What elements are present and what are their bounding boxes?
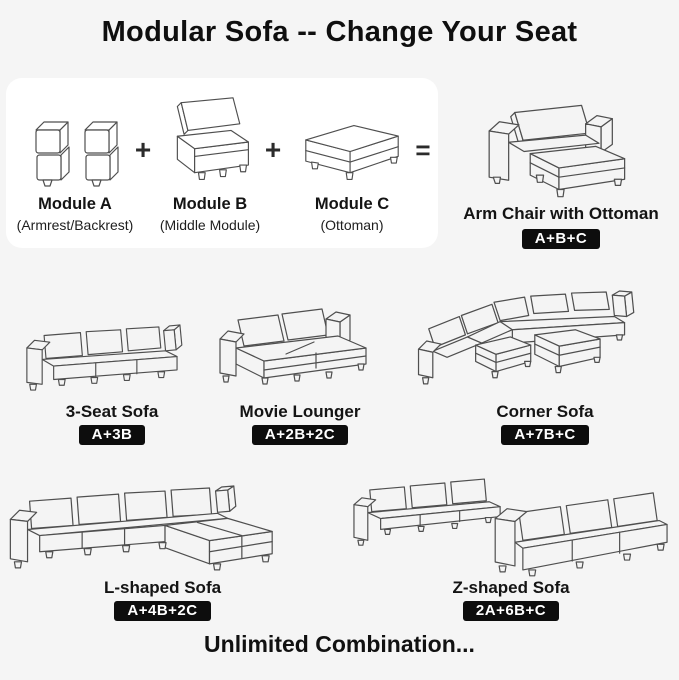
l-shaped-sofa-drawing bbox=[5, 470, 320, 578]
l-shaped-sofa-icon bbox=[7, 485, 319, 578]
page-title: Modular Sofa -- Change Your Seat bbox=[101, 16, 578, 48]
l-shaped-sofa-label: L-shaped Sofa bbox=[103, 578, 222, 597]
module-c-drawing bbox=[296, 78, 408, 190]
three-seat-sofa-icon bbox=[24, 323, 200, 392]
footer-tagline: Unlimited Combination... bbox=[204, 631, 475, 657]
z-shaped-sofa-label: Z-shaped Sofa bbox=[452, 578, 570, 597]
arm-chair-badge: A+B+C bbox=[522, 229, 601, 249]
movie-lounger-drawing bbox=[205, 298, 395, 392]
modules-formula-panel bbox=[6, 78, 438, 248]
arm-chair-with-ottoman-icon bbox=[483, 99, 639, 202]
corner-sofa-label: Corner Sofa bbox=[496, 402, 594, 421]
module-b-name: Module B bbox=[172, 195, 248, 213]
module-c-name: Module C bbox=[314, 195, 390, 213]
module-c-subtitle: (Ottoman) bbox=[320, 217, 384, 233]
module-a-subtitle: (Armrest/Backrest) bbox=[16, 217, 134, 233]
module-b-subtitle: (Middle Module) bbox=[159, 217, 261, 233]
movie-lounger-badge: A+2B+2C bbox=[252, 425, 348, 445]
module-b-column bbox=[154, 78, 266, 248]
plus-sign: + bbox=[134, 134, 152, 165]
corner-sofa-icon bbox=[416, 290, 674, 392]
module-b-drawing bbox=[154, 78, 266, 190]
three-seat-sofa-label: 3-Seat Sofa bbox=[65, 402, 159, 421]
combo-three-seat-sofa bbox=[17, 298, 207, 445]
z-shaped-sofa-icon bbox=[351, 467, 671, 578]
l-shaped-sofa-badge: A+4B+2C bbox=[114, 601, 210, 621]
combo-corner-sofa bbox=[414, 298, 676, 445]
three-seat-sofa-drawing bbox=[17, 298, 207, 392]
corner-sofa-drawing bbox=[414, 298, 676, 392]
plus-sign: + bbox=[264, 134, 282, 165]
z-shaped-sofa-drawing bbox=[350, 470, 672, 578]
movie-lounger-label: Movie Lounger bbox=[239, 402, 361, 421]
module-a-drawing bbox=[16, 78, 134, 190]
equals-sign: = bbox=[415, 135, 431, 165]
movie-lounger-icon bbox=[218, 306, 382, 392]
combo-z-shaped-sofa bbox=[350, 470, 672, 621]
arm-chair-result-group bbox=[456, 78, 666, 249]
z-shaped-sofa-badge: 2A+6B+C bbox=[463, 601, 559, 621]
module-a-name: Module A bbox=[38, 195, 112, 213]
ottoman-icon bbox=[298, 113, 406, 190]
combo-movie-lounger bbox=[205, 298, 395, 445]
middle-module-icon bbox=[158, 94, 262, 190]
arm-chair-label: Arm Chair with Ottoman bbox=[463, 204, 659, 223]
three-seat-sofa-badge: A+3B bbox=[79, 425, 146, 445]
corner-sofa-badge: A+7B+C bbox=[501, 425, 588, 445]
combo-l-shaped-sofa bbox=[5, 470, 320, 621]
armrest-backrest-icon bbox=[29, 108, 121, 190]
module-a-column bbox=[16, 78, 134, 248]
module-c-column bbox=[296, 78, 408, 248]
arm-chair-with-ottoman-drawing bbox=[456, 78, 666, 202]
